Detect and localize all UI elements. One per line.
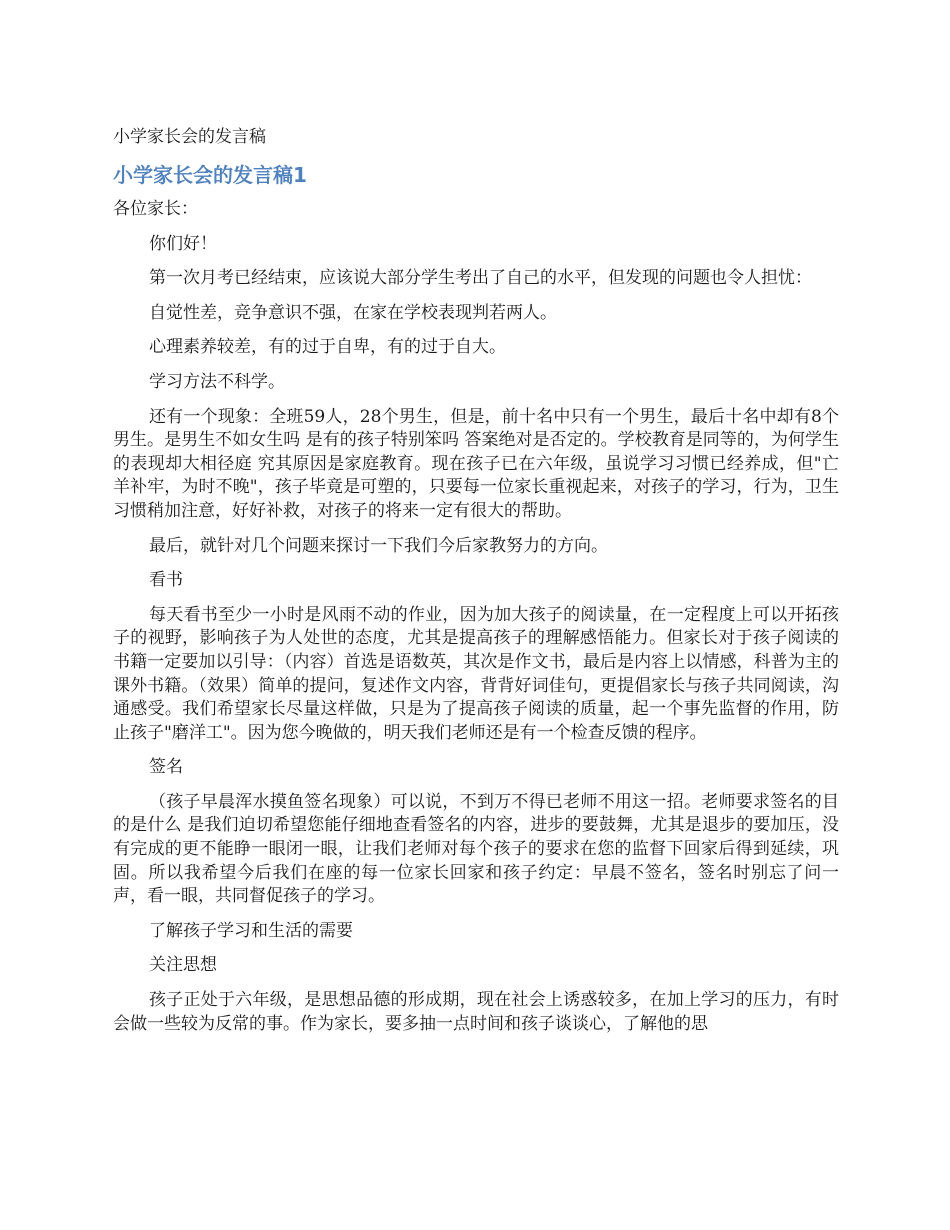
document-title: 小学家长会的发言稿 [113, 127, 266, 147]
paragraph-reading: 每天看书至少一小时是风雨不动的作业，因为加大孩子的阅读量，在一定程度上可以开拓孩子的视野，影响孩子为人处世的态度，尤其是提高孩子的理解感悟能力。但家长对于孩子阅读的书籍一定要加以引导：（内容）首选是语数英，其次是作文书，最后是内容上以情感，科普为主的课外书籍。（效果）简单的提问，复述作文内容，背背好词佳句，更提倡家长与孩子共同阅读，沟通感受。我们希望家长尽量这样做，只是为了提高孩子阅读的质量，起一个事先监督的作用，防止孩子"磨洋工"。因为您今晚做的，明天我们老师还是有一个检查反馈的程序。 [113, 604, 839, 743]
paragraph-issue-self-discipline: 自觉性差，竞争意识不强，在家在学校表现判若两人。 [149, 302, 557, 323]
paragraph-exam-intro: 第一次月考已经结束，应该说大部分学生考出了自己的水平，但发现的问题也令人担忧： [149, 268, 812, 289]
subheading-thoughts: 关注思想 [149, 955, 217, 976]
paragraph-issue-method: 学习方法不科学。 [149, 371, 285, 392]
salutation: 各位家长： [113, 199, 198, 219]
document-page [113, 124, 839, 1047]
paragraph-greeting: 你们好！ [149, 233, 217, 254]
paragraph-direction: 最后，就针对几个问题来探讨一下我们今后家教努力的方向。 [149, 535, 608, 556]
paragraph-thoughts: 孩子正处于六年级，是思想品德的形成期，现在社会上诱惑较多，在加上学习的压力，有时会做一些较为反常的事。作为家长，要多抽一点时间和孩子谈谈心，了解他的思 [113, 990, 839, 1034]
paragraph-signature: （孩子早晨浑水摸鱼签名现象）可以说，不到万不得已老师不用这一招。老师要求签名的目的是什么 是我们迫切希望您能仔细地查看签名的内容，进步的要鼓舞，尤其是退步的要加压，没有完成的更不能睁一眼闭一眼，让我们老师对每个孩子的要求在您的监督下回家后得到延续，巩固。所以我希望今后我们在座的每一位家长回家和孩子约定：早晨不签名，签名时别忘了问一声，看一眼，共同督促孩子的学习。 [113, 791, 839, 907]
section-heading: 小学家长会的发言稿1 [113, 163, 307, 187]
subheading-signature: 签名 [149, 757, 183, 778]
paragraph-phenomenon: 还有一个现象：全班59人，28个男生，但是，前十名中只有一个男生，最后十名中却有8个男生。是男生不如女生吗 是有的孩子特别笨吗 答案绝对是否定的。学校教育是同等的，为何学生的表现却大相径庭 究其原因是家庭教育。现在孩子已在六年级，虽说学习习惯已经养成，但"亡羊补牢，为时不晚"，孩子毕竟是可塑的，只要每一位家长重视起来，对孩子的学习，行为，卫生习惯稍加注意，好好补救，对孩子的将来一定有很大的帮助。 [113, 406, 839, 521]
paragraph-issue-psychology: 心理素养较差，有的过于自卑，有的过于自大。 [149, 337, 506, 358]
subheading-reading: 看书 [149, 570, 183, 591]
subheading-needs: 了解孩子学习和生活的需要 [149, 920, 353, 941]
